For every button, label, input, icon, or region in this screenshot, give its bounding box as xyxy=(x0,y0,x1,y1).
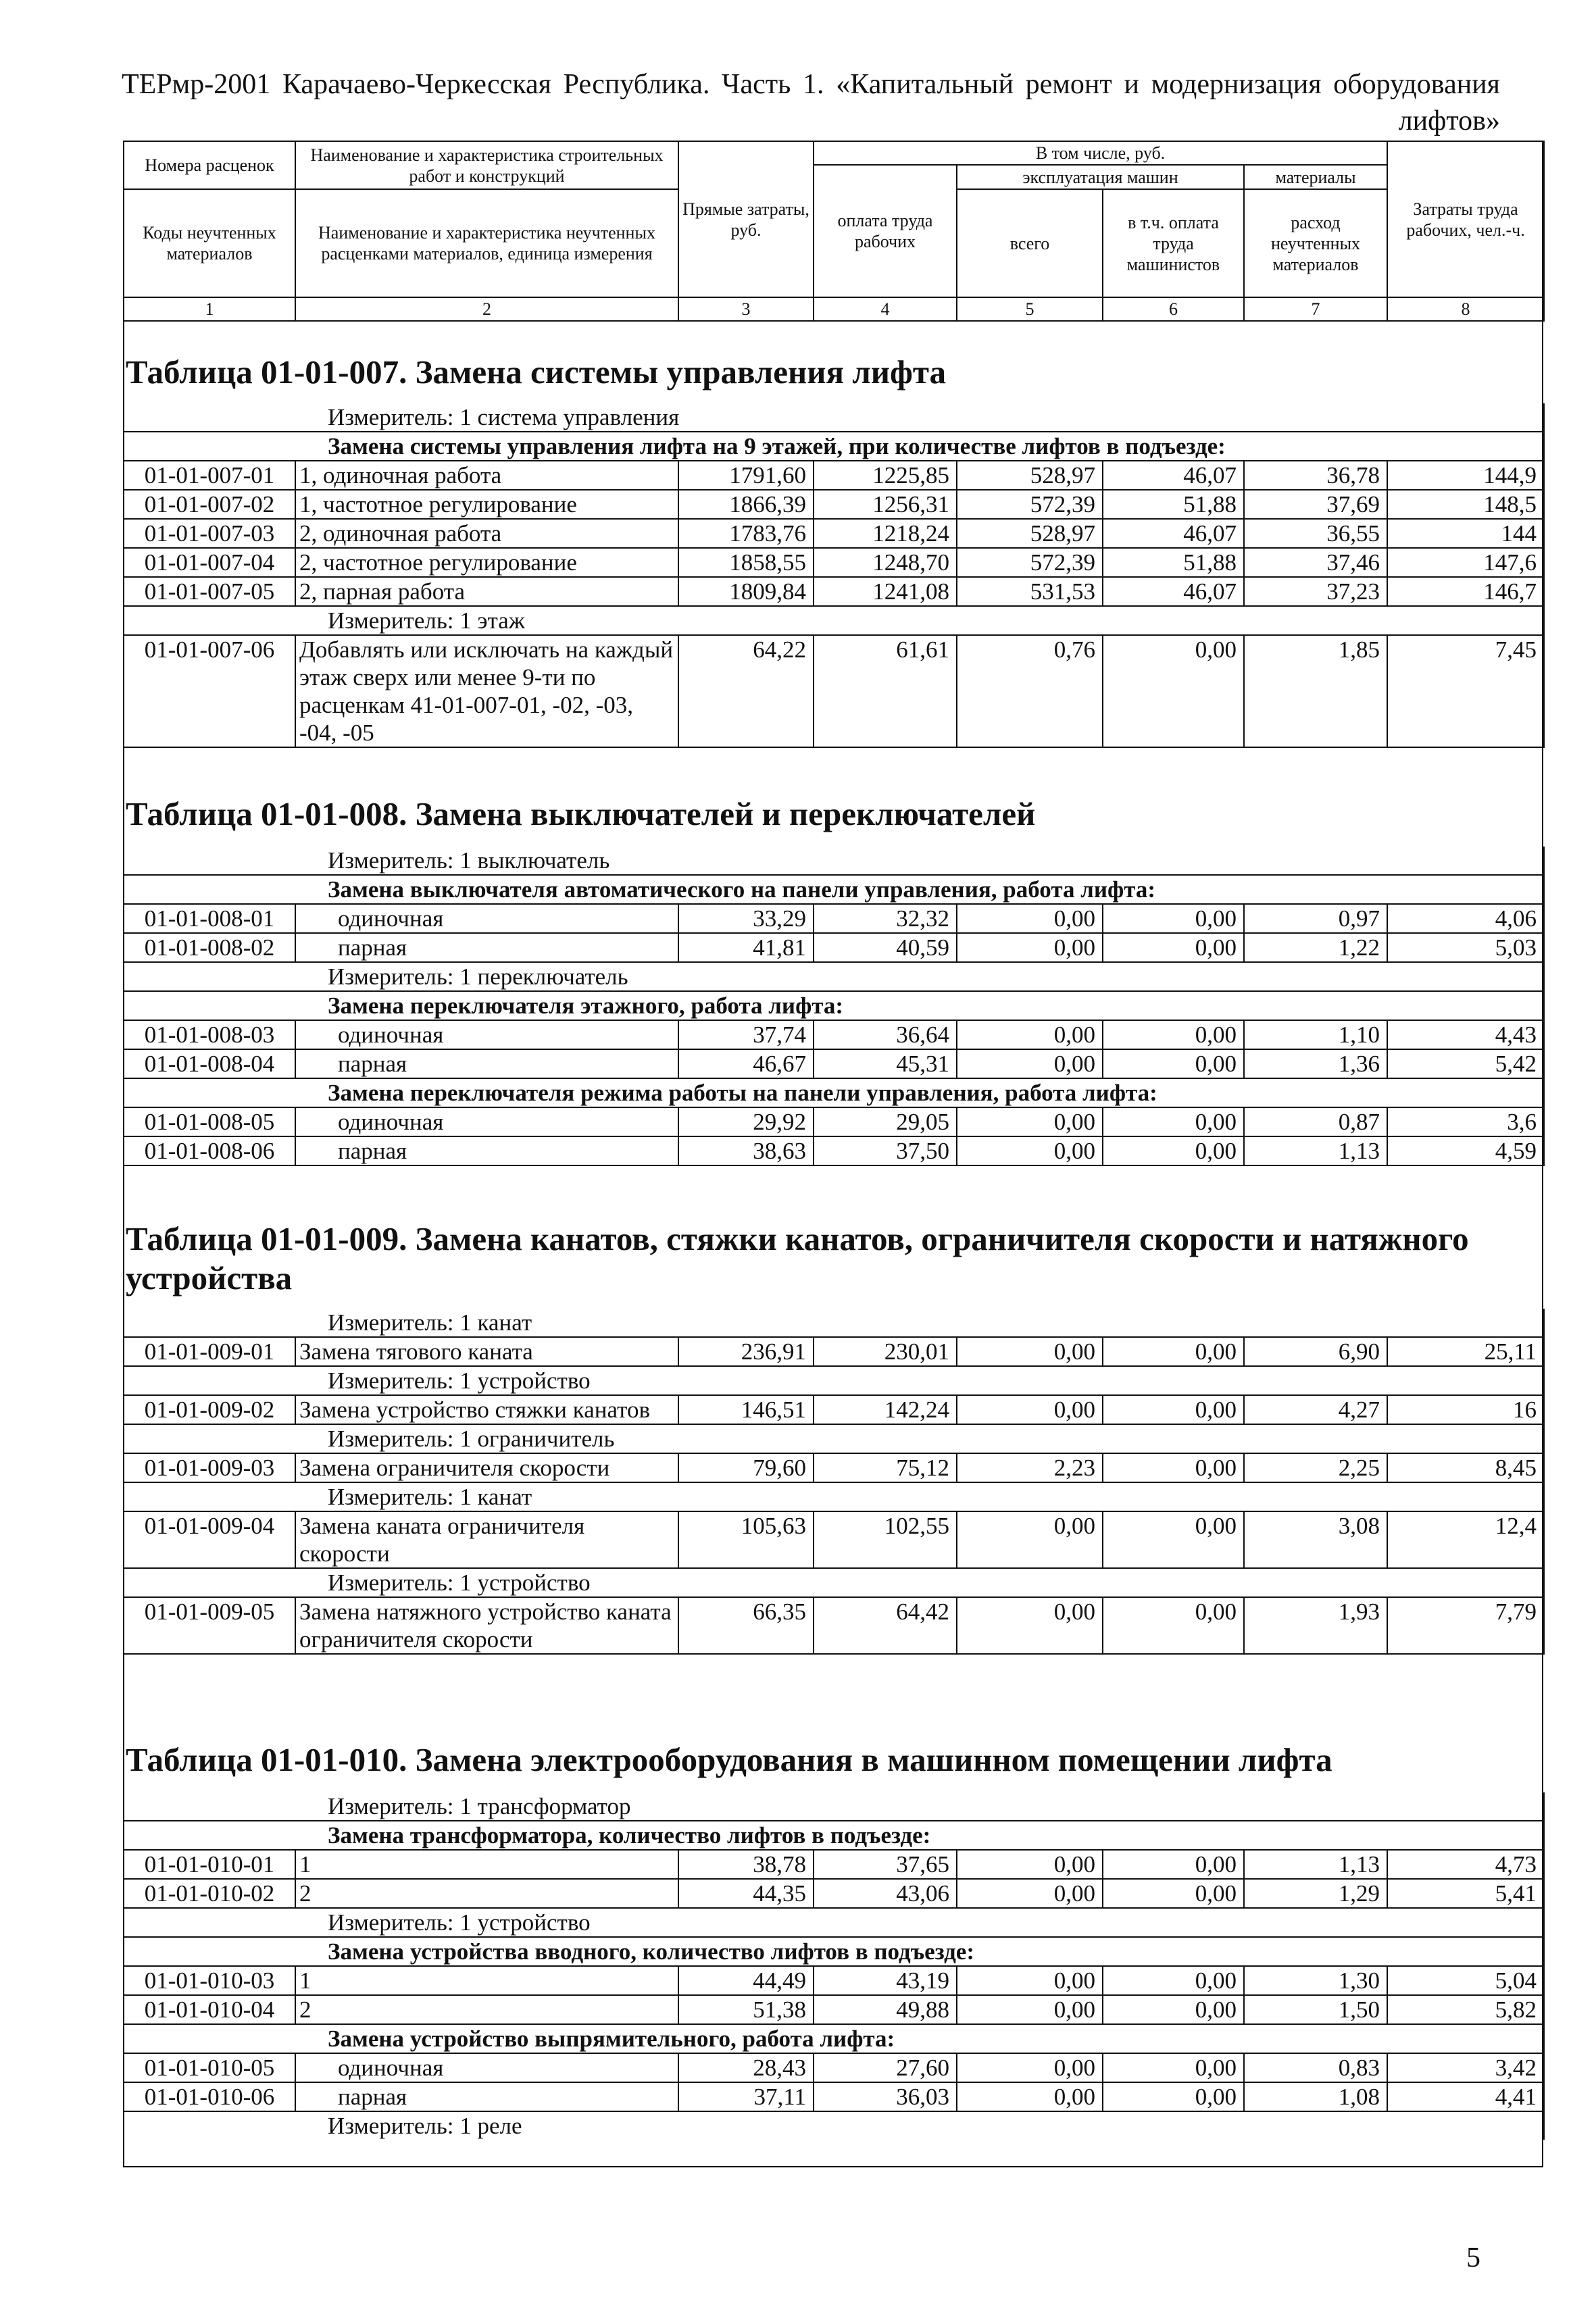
table-row xyxy=(124,1850,1544,1879)
col-number: 3 xyxy=(678,297,814,321)
value-cell: 0,00 xyxy=(957,933,1103,962)
value-cell: 4,59 xyxy=(1387,1136,1544,1165)
work-name: парная xyxy=(295,1136,678,1165)
value-cell: 4,43 xyxy=(1387,1020,1544,1049)
work-name: 1, частотное регулирование xyxy=(295,490,678,519)
header-name-bottom: Наименование и характеристика неучтенных расценками материалов, единица измерения xyxy=(295,189,678,297)
rate-code: 01-01-010-04 xyxy=(124,1995,295,2024)
value-cell: 37,23 xyxy=(1244,577,1387,606)
value-cell: 1,85 xyxy=(1244,635,1387,747)
value-cell: 144,9 xyxy=(1387,461,1544,490)
value-cell: 531,53 xyxy=(957,577,1103,606)
value-cell: 8,45 xyxy=(1387,1453,1544,1482)
value-cell: 1256,31 xyxy=(814,490,957,519)
value-cell: 148,5 xyxy=(1387,490,1544,519)
value-cell: 0,00 xyxy=(957,1136,1103,1165)
table-row xyxy=(124,1511,1544,1568)
table-title: Таблица 01-01-009. Замена канатов, стяжки канатов, ограничителя скорости и натяжного устройства xyxy=(126,1220,1469,1297)
col-number: 1 xyxy=(124,297,295,321)
value-cell: 41,81 xyxy=(678,933,814,962)
value-cell: 5,42 xyxy=(1387,1049,1544,1078)
value-cell: 36,03 xyxy=(814,2082,957,2111)
table-body xyxy=(123,1792,1543,2140)
value-cell: 51,88 xyxy=(1103,548,1244,577)
row-spacer xyxy=(124,2024,295,2053)
row-spacer xyxy=(124,875,295,904)
rate-code: 01-01-010-03 xyxy=(124,1966,295,1995)
row-spacer xyxy=(124,1424,295,1453)
rate-code: 01-01-007-01 xyxy=(124,461,295,490)
row-spacer xyxy=(124,432,295,461)
row-spacer xyxy=(124,991,295,1020)
rate-code: 01-01-008-02 xyxy=(124,933,295,962)
work-name: 2, одиночная работа xyxy=(295,519,678,548)
table-row xyxy=(124,933,1544,962)
rate-code: 01-01-008-04 xyxy=(124,1049,295,1078)
measure-label: Измеритель: 1 выключатель xyxy=(295,847,1544,875)
col-number: 5 xyxy=(957,297,1103,321)
value-cell: 146,51 xyxy=(678,1395,814,1424)
row-spacer xyxy=(124,1568,295,1597)
table-row xyxy=(124,1309,1544,1337)
value-cell: 36,55 xyxy=(1244,519,1387,548)
table-body xyxy=(123,403,1543,748)
value-cell: 0,00 xyxy=(957,1395,1103,1424)
table-row xyxy=(124,1107,1544,1136)
value-cell: 2,25 xyxy=(1244,1453,1387,1482)
rate-code: 01-01-007-03 xyxy=(124,519,295,548)
measure-label: Измеритель: 1 реле xyxy=(295,2111,1544,2140)
value-cell: 146,7 xyxy=(1387,577,1544,606)
value-cell: 0,87 xyxy=(1244,1107,1387,1136)
value-cell: 36,78 xyxy=(1244,461,1387,490)
value-cell: 3,08 xyxy=(1244,1511,1387,1568)
value-cell: 0,00 xyxy=(1103,1879,1244,1908)
work-name: парная xyxy=(295,1049,678,1078)
value-cell: 38,63 xyxy=(678,1136,814,1165)
page-title: ТЕРмр-2001 Карачаево-Черкесская Республика. Часть 1. «Капитальный ремонт и модернизация оборудования лифтов» xyxy=(122,69,1500,136)
section-subheader: Замена устройство выпрямительного, работа лифта: xyxy=(295,2024,1544,2053)
value-cell: 1,29 xyxy=(1244,1879,1387,1908)
table-body xyxy=(123,1309,1543,1655)
value-cell: 0,00 xyxy=(957,2053,1103,2082)
value-cell: 1,13 xyxy=(1244,1136,1387,1165)
value-cell: 0,00 xyxy=(1103,2082,1244,2111)
section-subheader: Замена трансформатора, количество лифтов в подъезде: xyxy=(295,1821,1544,1850)
value-cell: 0,00 xyxy=(1103,1511,1244,1568)
section-subheader: Замена выключателя автоматического на панели управления, работа лифта: xyxy=(295,875,1544,904)
value-cell: 61,61 xyxy=(814,635,957,747)
value-cell: 236,91 xyxy=(678,1337,814,1366)
section-subheader: Замена системы управления лифта на 9 этажей, при количестве лифтов в подъезде: xyxy=(295,432,1544,461)
value-cell: 0,00 xyxy=(1103,635,1244,747)
table-title: Таблица 01-01-008. Замена выключателей и переключателей xyxy=(126,795,1036,832)
table-row xyxy=(124,432,1544,461)
header-direct-costs: Прямые затраты, руб. xyxy=(678,141,814,297)
value-cell: 1866,39 xyxy=(678,490,814,519)
value-cell: 528,97 xyxy=(957,519,1103,548)
value-cell: 3,6 xyxy=(1387,1107,1544,1136)
value-cell: 49,88 xyxy=(814,1995,957,2024)
table-row xyxy=(124,1597,1544,1654)
row-spacer xyxy=(124,847,295,875)
column-header-table xyxy=(123,141,1545,322)
value-cell: 1,93 xyxy=(1244,1597,1387,1654)
value-cell: 528,97 xyxy=(957,461,1103,490)
value-cell: 230,01 xyxy=(814,1337,957,1366)
value-cell: 5,03 xyxy=(1387,933,1544,962)
table-row xyxy=(124,904,1544,933)
value-cell: 0,00 xyxy=(957,1049,1103,1078)
row-spacer xyxy=(124,1078,295,1107)
row-spacer xyxy=(124,1792,295,1821)
table-row xyxy=(124,847,1544,875)
rate-code: 01-01-010-02 xyxy=(124,1879,295,1908)
value-cell: 45,31 xyxy=(814,1049,957,1078)
value-cell: 4,27 xyxy=(1244,1395,1387,1424)
work-name: 1, одиночная работа xyxy=(295,461,678,490)
table-row xyxy=(124,1395,1544,1424)
table-row xyxy=(124,1453,1544,1482)
value-cell: 2,23 xyxy=(957,1453,1103,1482)
table-row xyxy=(124,1821,1544,1850)
table-row xyxy=(124,962,1544,991)
value-cell: 0,00 xyxy=(1103,933,1244,962)
value-cell: 43,19 xyxy=(814,1966,957,1995)
measure-label: Измеритель: 1 ограничитель xyxy=(295,1424,1544,1453)
value-cell: 46,07 xyxy=(1103,461,1244,490)
col-number: 2 xyxy=(295,297,678,321)
rate-code: 01-01-008-03 xyxy=(124,1020,295,1049)
table-row xyxy=(124,2024,1544,2053)
rate-code: 01-01-010-05 xyxy=(124,2053,295,2082)
table-row xyxy=(124,1792,1544,1821)
table-row xyxy=(124,1366,1544,1395)
value-cell: 1809,84 xyxy=(678,577,814,606)
table-row xyxy=(124,1337,1544,1366)
value-cell: 0,00 xyxy=(1103,1020,1244,1049)
header-including: В том числе, руб. xyxy=(814,141,1387,165)
work-name: 2, парная работа xyxy=(295,577,678,606)
value-cell: 0,00 xyxy=(957,1597,1103,1654)
table-row xyxy=(124,490,1544,519)
table-row xyxy=(124,1879,1544,1908)
value-cell: 0,00 xyxy=(1103,1107,1244,1136)
value-cell: 0,00 xyxy=(957,1966,1103,1995)
value-cell: 0,00 xyxy=(1103,1049,1244,1078)
value-cell: 12,4 xyxy=(1387,1511,1544,1568)
table-row xyxy=(124,1078,1544,1107)
header-machinists-pay: в т.ч. оплата труда машинистов xyxy=(1103,189,1244,297)
table-row xyxy=(124,577,1544,606)
table-row xyxy=(124,1568,1544,1597)
table-row xyxy=(124,991,1544,1020)
rate-code: 01-01-010-06 xyxy=(124,2082,295,2111)
header-machines: эксплуатация машин xyxy=(957,165,1244,189)
row-spacer xyxy=(124,606,295,635)
rate-code: 01-01-009-01 xyxy=(124,1337,295,1366)
row-spacer xyxy=(124,2111,295,2140)
work-name: 2 xyxy=(295,1995,678,2024)
work-name: 2, частотное регулирование xyxy=(295,548,678,577)
value-cell: 46,67 xyxy=(678,1049,814,1078)
value-cell: 75,12 xyxy=(814,1453,957,1482)
table-row xyxy=(124,875,1544,904)
value-cell: 40,59 xyxy=(814,933,957,962)
row-spacer xyxy=(124,403,295,432)
rate-code: 01-01-008-05 xyxy=(124,1107,295,1136)
value-cell: 1,22 xyxy=(1244,933,1387,962)
value-cell: 1225,85 xyxy=(814,461,957,490)
value-cell: 102,55 xyxy=(814,1511,957,1568)
value-cell: 16 xyxy=(1387,1395,1544,1424)
value-cell: 43,06 xyxy=(814,1879,957,1908)
value-cell: 0,00 xyxy=(1103,1995,1244,2024)
value-cell: 1,10 xyxy=(1244,1020,1387,1049)
rate-code: 01-01-009-03 xyxy=(124,1453,295,1482)
value-cell: 105,63 xyxy=(678,1511,814,1568)
value-cell: 572,39 xyxy=(957,490,1103,519)
value-cell: 142,24 xyxy=(814,1395,957,1424)
value-cell: 572,39 xyxy=(957,548,1103,577)
value-cell: 0,00 xyxy=(1103,1453,1244,1482)
value-cell: 1,50 xyxy=(1244,1995,1387,2024)
value-cell: 66,35 xyxy=(678,1597,814,1654)
table-row xyxy=(124,1136,1544,1165)
value-cell: 1858,55 xyxy=(678,548,814,577)
table-row xyxy=(124,606,1544,635)
value-cell: 37,74 xyxy=(678,1020,814,1049)
value-cell: 1,08 xyxy=(1244,2082,1387,2111)
value-cell: 0,83 xyxy=(1244,2053,1387,2082)
value-cell: 44,49 xyxy=(678,1966,814,1995)
value-cell: 46,07 xyxy=(1103,577,1244,606)
value-cell: 4,73 xyxy=(1387,1850,1544,1879)
value-cell: 38,78 xyxy=(678,1850,814,1879)
rate-code: 01-01-007-04 xyxy=(124,548,295,577)
value-cell: 1218,24 xyxy=(814,519,957,548)
value-cell: 0,00 xyxy=(957,1995,1103,2024)
work-name: Добавлять или исключать на каждый этаж сверх или менее 9-ти по расценкам 41-01-007-01, -02, -03, -04, -05 xyxy=(295,635,678,747)
table-row xyxy=(124,461,1544,490)
value-cell: 5,41 xyxy=(1387,1879,1544,1908)
value-cell: 6,90 xyxy=(1244,1337,1387,1366)
table-row xyxy=(124,1937,1544,1966)
value-cell: 0,00 xyxy=(957,1511,1103,1568)
value-cell: 1241,08 xyxy=(814,577,957,606)
value-cell: 51,38 xyxy=(678,1995,814,2024)
rate-code: 01-01-009-02 xyxy=(124,1395,295,1424)
value-cell: 0,00 xyxy=(1103,1850,1244,1879)
header-labor-pay: оплата труда рабочих xyxy=(814,165,957,297)
header-materials-usage: расход неучтенных материалов xyxy=(1244,189,1387,297)
table-row xyxy=(124,2053,1544,2082)
value-cell: 0,00 xyxy=(957,1879,1103,1908)
row-spacer xyxy=(124,962,295,991)
col-number: 4 xyxy=(814,297,957,321)
work-name: Замена каната ограничителя скорости xyxy=(295,1511,678,1568)
value-cell: 0,00 xyxy=(957,1850,1103,1879)
table-row xyxy=(124,2082,1544,2111)
measure-label: Измеритель: 1 канат xyxy=(295,1309,1544,1337)
header-codes-bottom: Коды неучтенных материалов xyxy=(124,189,295,297)
value-cell: 37,65 xyxy=(814,1850,957,1879)
value-cell: 36,64 xyxy=(814,1020,957,1049)
work-name: одиночная xyxy=(295,1020,678,1049)
work-name: Замена ограничителя скорости xyxy=(295,1453,678,1482)
value-cell: 3,42 xyxy=(1387,2053,1544,2082)
measure-label: Измеритель: 1 трансформатор xyxy=(295,1792,1544,1821)
work-name: одиночная xyxy=(295,2053,678,2082)
work-name: Замена тягового каната xyxy=(295,1337,678,1366)
value-cell: 0,00 xyxy=(957,1020,1103,1049)
value-cell: 0,00 xyxy=(1103,1966,1244,1995)
col-number: 6 xyxy=(1103,297,1244,321)
header-name-top: Наименование и характеристика строительных работ и конструкций xyxy=(295,141,678,189)
value-cell: 29,92 xyxy=(678,1107,814,1136)
col-number: 8 xyxy=(1387,297,1544,321)
work-name: 2 xyxy=(295,1879,678,1908)
value-cell: 0,00 xyxy=(1103,1395,1244,1424)
value-cell: 4,06 xyxy=(1387,904,1544,933)
row-spacer xyxy=(124,1908,295,1937)
value-cell: 0,00 xyxy=(957,1337,1103,1366)
section-subheader: Замена устройства вводного, количество лифтов в подъезде: xyxy=(295,1937,1544,1966)
row-spacer xyxy=(124,1821,295,1850)
table-title: Таблица 01-01-010. Замена электрооборудования в машинном помещении лифта xyxy=(126,1741,1332,1778)
table-body xyxy=(123,847,1543,1166)
value-cell: 51,88 xyxy=(1103,490,1244,519)
work-name: Замена устройство стяжки канатов xyxy=(295,1395,678,1424)
value-cell: 64,22 xyxy=(678,635,814,747)
work-name: одиночная xyxy=(295,904,678,933)
work-name: 1 xyxy=(295,1966,678,1995)
value-cell: 37,69 xyxy=(1244,490,1387,519)
value-cell: 144 xyxy=(1387,519,1544,548)
value-cell: 29,05 xyxy=(814,1107,957,1136)
table-row xyxy=(124,635,1544,747)
header-materials-group: материалы xyxy=(1244,165,1387,189)
value-cell: 0,00 xyxy=(957,1107,1103,1136)
value-cell: 37,46 xyxy=(1244,548,1387,577)
rate-code: 01-01-007-05 xyxy=(124,577,295,606)
value-cell: 1791,60 xyxy=(678,461,814,490)
rate-code: 01-01-009-04 xyxy=(124,1511,295,1568)
work-name: 1 xyxy=(295,1850,678,1879)
rate-code: 01-01-008-06 xyxy=(124,1136,295,1165)
work-name: Замена натяжного устройство каната ограничителя скорости xyxy=(295,1597,678,1654)
value-cell: 0,00 xyxy=(1103,904,1244,933)
measure-label: Измеритель: 1 система управления xyxy=(295,403,1544,432)
rate-code: 01-01-008-01 xyxy=(124,904,295,933)
value-cell: 5,82 xyxy=(1387,1995,1544,2024)
row-spacer xyxy=(124,1482,295,1511)
row-spacer xyxy=(124,1309,295,1337)
table-row xyxy=(124,1020,1544,1049)
value-cell: 0,00 xyxy=(1103,2053,1244,2082)
work-name: парная xyxy=(295,933,678,962)
measure-label: Измеритель: 1 устройство xyxy=(295,1568,1544,1597)
table-row xyxy=(124,519,1544,548)
value-cell: 0,00 xyxy=(1103,1337,1244,1366)
table-row xyxy=(124,1424,1544,1453)
value-cell: 79,60 xyxy=(678,1453,814,1482)
value-cell: 0,00 xyxy=(1103,1597,1244,1654)
value-cell: 147,6 xyxy=(1387,548,1544,577)
value-cell: 1,30 xyxy=(1244,1966,1387,1995)
value-cell: 37,50 xyxy=(814,1136,957,1165)
value-cell: 7,79 xyxy=(1387,1597,1544,1654)
value-cell: 0,00 xyxy=(957,2082,1103,2111)
table-row xyxy=(124,1482,1544,1511)
header-total: всего xyxy=(957,189,1103,297)
value-cell: 25,11 xyxy=(1387,1337,1544,1366)
value-cell: 0,76 xyxy=(957,635,1103,747)
value-cell: 27,60 xyxy=(814,2053,957,2082)
table-row xyxy=(124,1995,1544,2024)
table-row xyxy=(124,2111,1544,2140)
value-cell: 0,00 xyxy=(1103,1136,1244,1165)
measure-label: Измеритель: 1 переключатель xyxy=(295,962,1544,991)
section-subheader: Замена переключателя режима работы на панели управления, работа лифта: xyxy=(295,1078,1544,1107)
work-name: одиночная xyxy=(295,1107,678,1136)
section-subheader: Замена переключателя этажного, работа лифта: xyxy=(295,991,1544,1020)
value-cell: 33,29 xyxy=(678,904,814,933)
value-cell: 44,35 xyxy=(678,1879,814,1908)
col-number: 7 xyxy=(1244,297,1387,321)
rate-code: 01-01-007-06 xyxy=(124,635,295,747)
value-cell: 1783,76 xyxy=(678,519,814,548)
value-cell: 1,13 xyxy=(1244,1850,1387,1879)
row-spacer xyxy=(124,1366,295,1395)
value-cell: 37,11 xyxy=(678,2082,814,2111)
measure-label: Измеритель: 1 устройство xyxy=(295,1366,1544,1395)
value-cell: 32,32 xyxy=(814,904,957,933)
table-row xyxy=(124,1966,1544,1995)
table-row xyxy=(124,403,1544,432)
page-number: 5 xyxy=(1466,2242,1480,2273)
measure-label: Измеритель: 1 канат xyxy=(295,1482,1544,1511)
value-cell: 64,42 xyxy=(814,1597,957,1654)
value-cell: 0,97 xyxy=(1244,904,1387,933)
header-codes-top: Номера расценок xyxy=(124,141,295,189)
measure-label: Измеритель: 1 устройство xyxy=(295,1908,1544,1937)
value-cell: 1248,70 xyxy=(814,548,957,577)
value-cell: 46,07 xyxy=(1103,519,1244,548)
value-cell: 7,45 xyxy=(1387,635,1544,747)
value-cell: 4,41 xyxy=(1387,2082,1544,2111)
rate-code: 01-01-007-02 xyxy=(124,490,295,519)
row-spacer xyxy=(124,1937,295,1966)
value-cell: 0,00 xyxy=(957,904,1103,933)
table-row xyxy=(124,1908,1544,1937)
header-labor-hours: Затраты труда рабочих, чел.-ч. xyxy=(1387,141,1544,297)
work-name: парная xyxy=(295,2082,678,2111)
table-row xyxy=(124,1049,1544,1078)
measure-label: Измеритель: 1 этаж xyxy=(295,606,1544,635)
value-cell: 28,43 xyxy=(678,2053,814,2082)
table-row xyxy=(124,548,1544,577)
value-cell: 1,36 xyxy=(1244,1049,1387,1078)
value-cell: 5,04 xyxy=(1387,1966,1544,1995)
rate-code: 01-01-010-01 xyxy=(124,1850,295,1879)
table-title: Таблица 01-01-007. Замена системы управления лифта xyxy=(126,353,947,391)
rate-code: 01-01-009-05 xyxy=(124,1597,295,1654)
